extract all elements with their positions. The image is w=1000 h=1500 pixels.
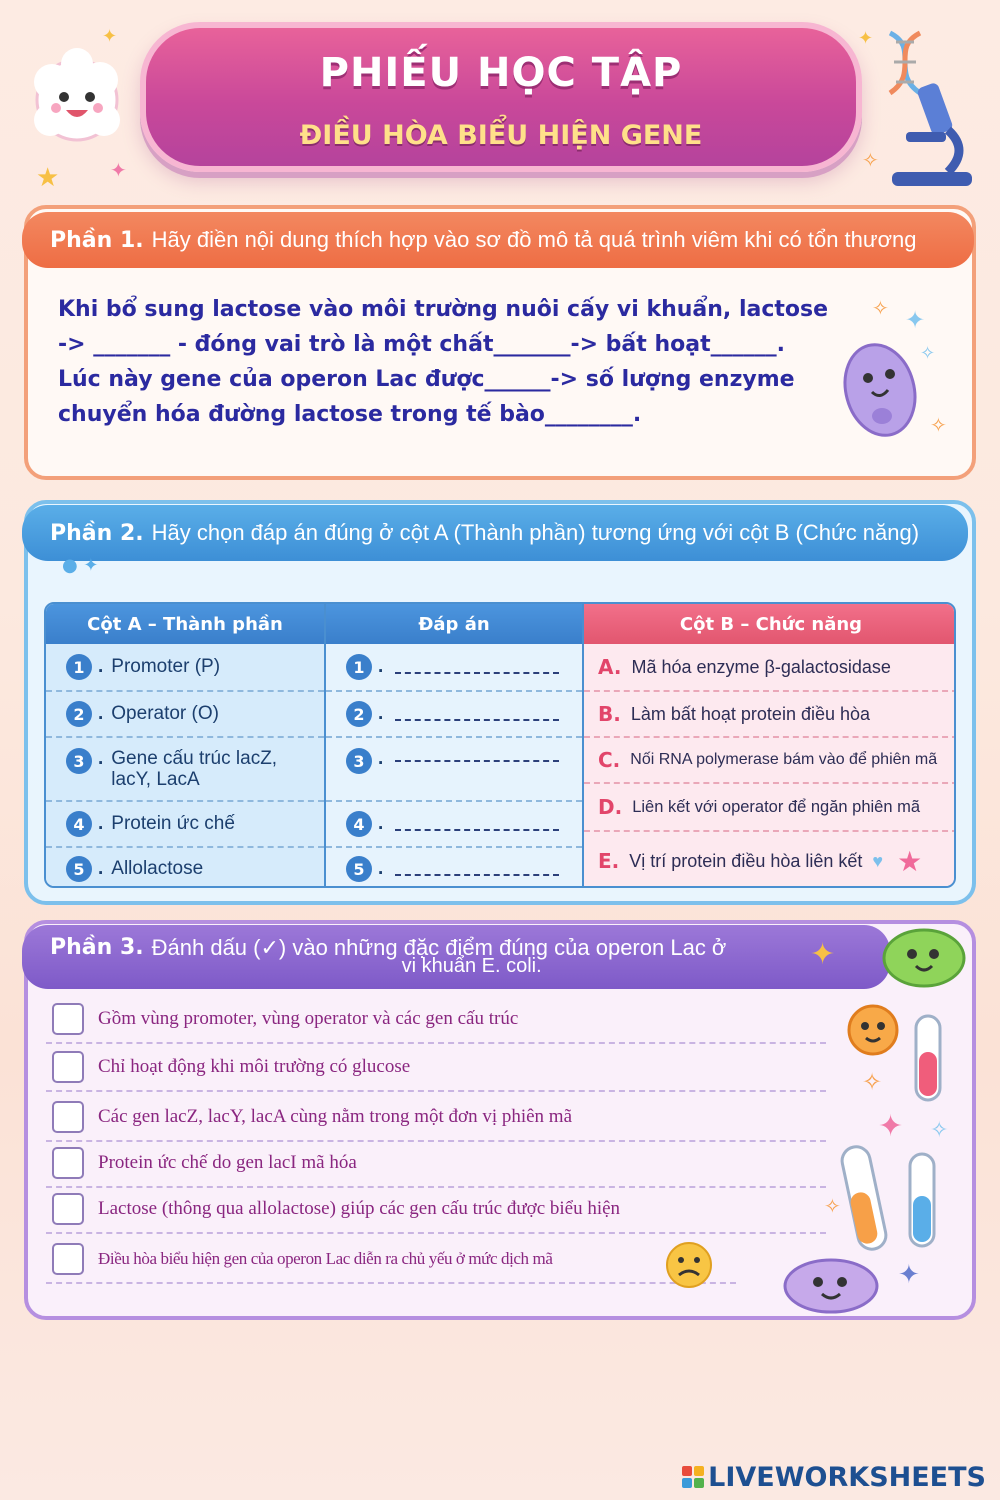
matching-table (44, 602, 956, 888)
function-label: Liên kết với operator để ngăn phiên mã (632, 797, 921, 816)
column-b-header: Cột B – Chức năng (584, 604, 956, 644)
star-icon: ✧ (862, 1068, 883, 1096)
star-icon: ★ (897, 845, 923, 877)
part1-label: Phần 1. (50, 227, 144, 253)
answer-column (324, 604, 582, 886)
row-number: 2 (66, 701, 92, 727)
page-subtitle: ĐIỀU HÒA BIỂU HIỆN GENE (299, 120, 703, 151)
star-icon: ✧ (872, 296, 889, 320)
checkbox[interactable] (52, 1051, 84, 1083)
option-letter: A. (598, 655, 622, 679)
column-b (582, 604, 956, 886)
answer-blank[interactable] (395, 707, 559, 721)
star-icon: ✧ (824, 1194, 841, 1218)
row-number: 3 (66, 748, 92, 774)
sparkle-icon: ✦ (110, 158, 127, 182)
component-label: Protein ức chế (111, 813, 235, 834)
component-label: Allolactose (111, 858, 204, 879)
test-tube-icon (906, 1012, 950, 1104)
component-row: 3 . Gene cấu trúc lacZ, lacY, LacA (46, 736, 324, 800)
part3-header (22, 925, 890, 989)
bacteria-icon (830, 330, 930, 450)
part1-header (22, 212, 974, 268)
footer-brand[interactable] (682, 1462, 986, 1492)
option-letter: D. (598, 795, 623, 819)
checklist-item (46, 1140, 826, 1188)
option-letter: E. (598, 849, 620, 873)
checklist-item (46, 1044, 826, 1092)
part1-line: Khi bổ sung lactose vào môi trường nuôi cấy vi khuẩn, lactose (58, 297, 829, 322)
part1-line[interactable]: -> _______ - đóng vai trò là một chất_______-> bất hoạt______. (58, 332, 785, 357)
sparkle-icon: ✧ (930, 1118, 949, 1143)
checkbox[interactable] (52, 1193, 84, 1225)
part1-line[interactable]: chuyển hóa đường lactose trong tế bào________. (58, 402, 642, 427)
function-label: Vị trí protein điều hòa liên kết (629, 850, 863, 871)
function-label: Mã hóa enzyme β-galactosidase (631, 656, 891, 677)
sparkle-icon: ✦ (905, 306, 926, 334)
row-number: 4 (66, 811, 92, 837)
checklist-label: Điều hòa biểu hiện gen của operon Lac diễn ra chủ yếu ở mức dịch mã (98, 1249, 553, 1268)
answer-number: 1 (346, 654, 372, 680)
part3-instruction-line2: vi khuẩn E. coli. (401, 955, 542, 977)
star-icon: ✦ (858, 28, 874, 49)
star-icon: ✧ (930, 413, 947, 437)
answer-blank[interactable] (395, 660, 559, 674)
component-row: 5 . Allolactose (46, 846, 324, 888)
answer-row: 4 . (326, 800, 582, 846)
checklist-label: Chỉ hoạt động khi môi trường có glucose (98, 1056, 411, 1077)
column-a-header: Cột A – Thành phần (46, 604, 324, 644)
checklist-item (46, 1236, 736, 1284)
answer-row: 5 . (326, 846, 582, 888)
function-row (584, 690, 956, 736)
bacteria-icon (874, 918, 974, 998)
function-row (584, 830, 956, 888)
bacteria-icon (840, 1000, 906, 1060)
checkbox[interactable] (52, 1101, 84, 1133)
heart-icon: ♥ (872, 850, 884, 871)
sparkle-icon: ✦ (878, 1109, 904, 1144)
answer-number: 3 (346, 748, 372, 774)
part3-instruction-line1: Đánh dấu (✓) vào những đặc điểm đúng của operon Lac ở (151, 935, 727, 960)
page-title: PHIẾU HỌC TẬP (319, 50, 683, 96)
checklist-item (46, 1094, 826, 1142)
function-row (584, 782, 956, 830)
star-icon: ★ (36, 163, 60, 193)
component-label: Gene cấu trúc lacZ, lacY, LacA (111, 748, 278, 790)
checklist-label: Protein ức chế do gen lacI mã hóa (98, 1152, 357, 1173)
checklist-item (46, 1186, 826, 1234)
function-label: Nối RNA polymerase bám vào để phiên mã (630, 751, 938, 768)
part3-instruction (152, 935, 792, 978)
part2-instruction: Hãy chọn đáp án đúng ở cột A (Thành phần) tương ứng với cột B (Chức năng) (151, 520, 920, 545)
component-label: Promoter (P) (111, 656, 221, 677)
part1-line[interactable]: Lúc này gene của operon Lac được______-> số lượng enzyme (58, 367, 795, 392)
brand-name: LIVEWORKSHEETS (708, 1461, 986, 1493)
component-row: 1 . Promoter (P) (46, 644, 324, 690)
part1-instruction: Hãy điền nội dung thích hợp vào sơ đồ mô tả quá trình viêm khi có tổn thương (151, 227, 917, 252)
function-row (584, 736, 956, 782)
checklist-item (46, 996, 826, 1044)
checklist-label: Các gen lacZ, lacY, lacA cùng nằm trong một đơn vị phiên mã (98, 1106, 573, 1127)
sparkle-icon: ✧ (920, 343, 936, 364)
component-label: Operator (O) (111, 703, 219, 724)
answer-blank[interactable] (395, 862, 559, 876)
part1-paragraph (58, 292, 868, 432)
star-icon: ✦ (102, 26, 118, 47)
decor-icon: ● ✦ (62, 555, 99, 576)
option-letter: C. (598, 748, 621, 772)
sad-face-icon (664, 1240, 714, 1290)
answer-row: 1 . (326, 644, 582, 690)
answer-blank[interactable] (395, 817, 559, 831)
checkbox[interactable] (52, 1147, 84, 1179)
test-tube-icon (838, 1140, 892, 1256)
bacteria-icon (776, 1248, 886, 1324)
column-a (46, 604, 324, 886)
answer-row: 2 . (326, 690, 582, 736)
star-icon: ✧ (862, 148, 879, 172)
component-row: 4 . Protein ức chế (46, 800, 324, 846)
option-letter: B. (598, 702, 621, 726)
component-row: 2 . Operator (O) (46, 690, 324, 736)
title-banner (140, 22, 862, 172)
liveworksheets-logo-icon (682, 1466, 704, 1488)
answer-header: Đáp án (326, 604, 582, 644)
row-number: 5 (66, 856, 92, 882)
sparkle-icon: ✦ (898, 1260, 920, 1290)
answer-number: 2 (346, 701, 372, 727)
part3-label: Phần 3. (50, 935, 144, 960)
answer-row: 3 . (326, 736, 582, 800)
checklist-label: Lactose (thông qua allolactose) giúp các gen cấu trúc được biểu hiện (98, 1198, 621, 1219)
microscope-icon (886, 80, 978, 190)
answer-number: 5 (346, 856, 372, 882)
answer-number: 4 (346, 811, 372, 837)
cloud-mascot-icon (22, 42, 132, 152)
part2-label: Phần 2. (50, 520, 144, 546)
function-label: Làm bất hoạt protein điều hòa (630, 703, 871, 724)
checkbox[interactable] (52, 1003, 84, 1035)
star-icon: ✦ (810, 937, 836, 972)
part2-header (22, 505, 968, 561)
answer-blank[interactable] (395, 748, 559, 762)
checklist-label: Gồm vùng promoter, vùng operator và các gen cấu trúc (98, 1008, 519, 1029)
checkbox[interactable] (52, 1243, 84, 1275)
function-row (584, 644, 956, 690)
row-number: 1 (66, 654, 92, 680)
test-tube-icon (900, 1150, 944, 1250)
